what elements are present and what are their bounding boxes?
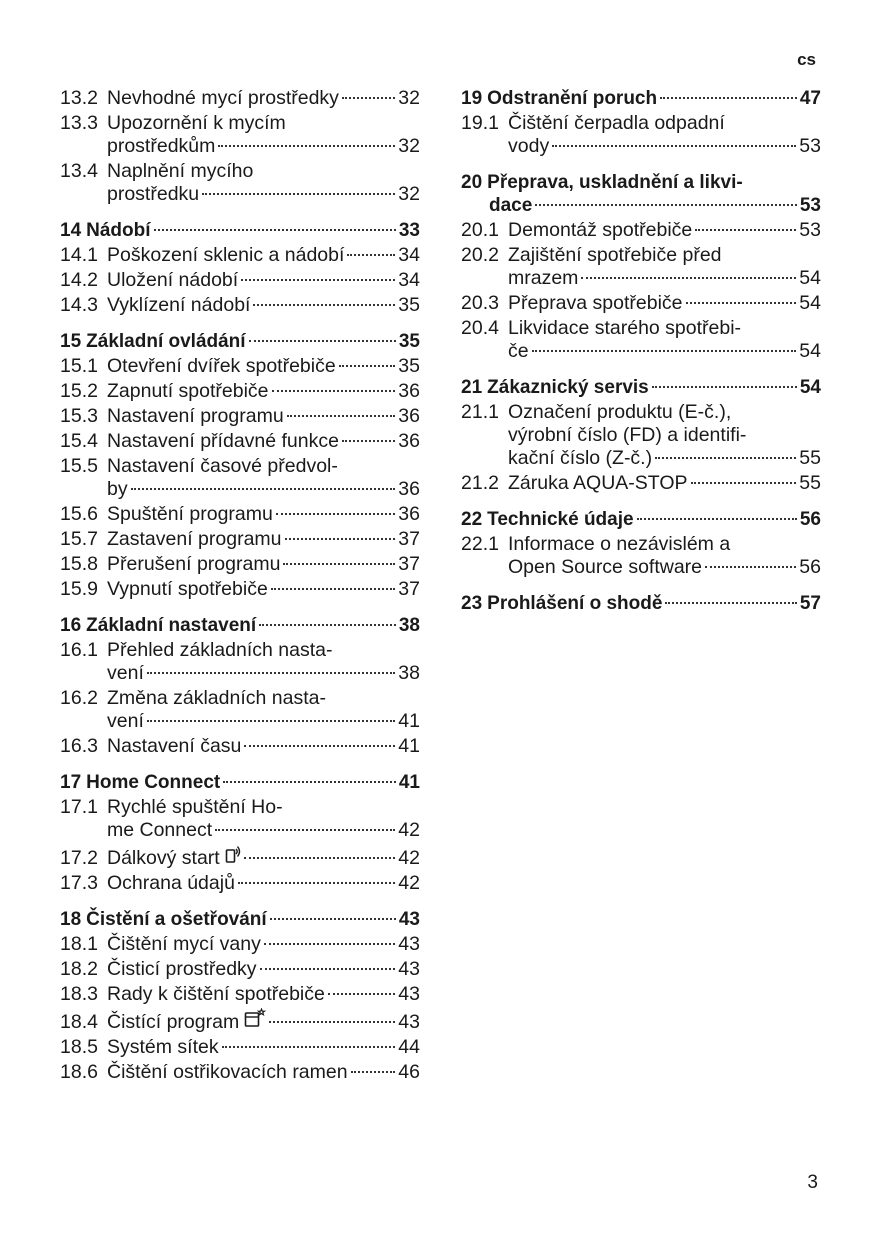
toc-entry-18-4[interactable]	[60, 1008, 420, 1034]
toc-section-20	[461, 171, 821, 363]
entry-title: Uložení nádobí	[107, 269, 239, 291]
chapter-title: Technické údaje	[487, 509, 634, 530]
dot-leader	[342, 440, 395, 442]
entry-page: 37	[398, 528, 420, 550]
toc-chapter-23[interactable]	[461, 592, 821, 615]
chapter-page: 35	[398, 331, 420, 352]
toc-section-15	[60, 330, 420, 601]
dot-leader	[652, 386, 797, 388]
entry-title-continued: vody	[508, 135, 550, 157]
entry-number: 21.1	[461, 401, 499, 423]
entry-number: 15.3	[60, 405, 98, 427]
entry-page: 46	[398, 1061, 420, 1083]
chapter-title: Nádobí	[86, 220, 151, 241]
entry-page: 54	[799, 340, 821, 362]
entry-title-continued: výrobní číslo (FD) a identifi-	[508, 424, 747, 446]
entry-title-continued: me Connect	[107, 819, 213, 841]
dot-leader	[259, 624, 396, 626]
entry-number: 15.4	[60, 430, 98, 452]
toc-section-14	[60, 219, 420, 317]
entry-page: 32	[398, 135, 420, 157]
entry-title: Upozornění k mycím	[107, 112, 286, 134]
dot-leader	[535, 204, 797, 206]
entry-title: Nastavení programu	[107, 405, 284, 427]
entry-page: 43	[398, 983, 420, 1005]
toc-entry-15-7[interactable]	[60, 528, 420, 551]
entry-page: 36	[398, 478, 420, 500]
toc-entry-18-2[interactable]	[60, 958, 420, 981]
toc-entry-15-5[interactable]	[60, 455, 420, 501]
toc-chapter-18[interactable]	[60, 908, 420, 931]
entry-title: Nastavení času	[107, 735, 242, 757]
entry-title-continued: by	[107, 478, 128, 500]
entry-number: 17.3	[60, 872, 98, 894]
chapter-number: 23	[461, 593, 483, 614]
chapter-page: 53	[799, 195, 821, 216]
dot-leader	[347, 254, 395, 256]
entry-page: 55	[799, 472, 821, 494]
entry-number: 18.5	[60, 1036, 98, 1058]
toc-section-13	[60, 87, 420, 206]
entry-title: Poškození sklenic a nádobí	[107, 244, 345, 266]
toc-chapter-20[interactable]	[461, 171, 821, 217]
entry-page: 32	[398, 87, 420, 109]
chapter-title: Přeprava, uskladnění a likvi-	[487, 172, 743, 193]
toc-entry-16-3[interactable]	[60, 735, 420, 758]
entry-title-continued: če	[508, 340, 529, 362]
entry-number: 18.6	[60, 1061, 98, 1083]
entry-number: 13.2	[60, 87, 98, 109]
entry-title: Nevhodné mycí prostředky	[107, 87, 339, 109]
entry-number: 20.2	[461, 244, 499, 266]
entry-number: 15.1	[60, 355, 98, 377]
dot-leader	[249, 340, 396, 342]
chapter-number: 16	[60, 615, 82, 636]
dot-leader	[202, 193, 395, 195]
toc-entry-18-1[interactable]	[60, 933, 420, 956]
entry-page: 41	[398, 735, 420, 757]
toc-chapter-19[interactable]	[461, 87, 821, 110]
chapter-page: 41	[398, 772, 420, 793]
entry-title: Zajištění spotřebiče před	[508, 244, 722, 266]
entry-title-continued: prostředku	[107, 183, 200, 205]
entry-page: 42	[398, 819, 420, 841]
entry-title: Otevření dvířek spotřebiče	[107, 355, 336, 377]
chapter-title: Odstranění poruch	[487, 88, 658, 109]
toc-entry-19-1[interactable]	[461, 112, 821, 158]
entry-title: Nastavení časové předvol-	[107, 455, 338, 477]
toc-section-16	[60, 614, 420, 758]
entry-page: 53	[799, 219, 821, 241]
entry-title: Čisticí prostředky	[107, 958, 257, 980]
toc-chapter-17[interactable]	[60, 771, 420, 794]
toc-section-23	[461, 592, 821, 615]
chapter-number: 18	[60, 909, 82, 930]
dot-leader	[147, 720, 395, 722]
entry-title: Informace o nezávislém a	[508, 533, 731, 555]
chapter-title: Základní nastavení	[86, 615, 257, 636]
dot-leader	[264, 943, 395, 945]
dot-leader	[276, 513, 395, 515]
entry-number: 18.2	[60, 958, 98, 980]
entry-title: Čištění mycí vany	[107, 933, 261, 955]
entry-title: Dálkový start	[107, 847, 220, 869]
entry-number: 20.1	[461, 219, 499, 241]
chapter-number: 17	[60, 772, 82, 793]
entry-number: 15.6	[60, 503, 98, 525]
entry-title: Čistící program	[107, 1011, 240, 1033]
entry-number: 22.1	[461, 533, 499, 555]
chapter-title: Základní ovládání	[86, 331, 246, 352]
toc-section-21	[461, 376, 821, 495]
toc-entry-15-8[interactable]	[60, 553, 420, 576]
dot-leader	[244, 745, 395, 747]
dot-leader	[637, 518, 797, 520]
dot-leader	[695, 229, 796, 231]
remote-start-icon	[225, 844, 241, 870]
toc-entry-17-2[interactable]	[60, 844, 420, 870]
entry-page: 42	[398, 872, 420, 894]
dot-leader	[705, 566, 796, 568]
chapter-title: Čistění a ošetřování	[86, 909, 267, 930]
entry-title: Ochrana údajů	[107, 872, 235, 894]
entry-page: 34	[398, 244, 420, 266]
dot-leader	[581, 277, 796, 279]
toc-entry-14-1[interactable]	[60, 244, 420, 267]
entry-page: 38	[398, 662, 420, 684]
toc-entry-17-3[interactable]	[60, 872, 420, 895]
entry-title: Rady k čištění spotřebiče	[107, 983, 325, 1005]
chapter-title: Home Connect	[86, 772, 221, 793]
entry-title: Rychlé spuštění Ho-	[107, 796, 283, 818]
entry-title: Systém sítek	[107, 1036, 219, 1058]
entry-number: 15.9	[60, 578, 98, 600]
entry-number: 18.3	[60, 983, 98, 1005]
toc-entry-22-1[interactable]	[461, 533, 821, 579]
toc-section-17	[60, 771, 420, 895]
dot-leader	[269, 1021, 395, 1023]
toc-entry-20-3[interactable]	[461, 292, 821, 315]
dot-leader	[241, 279, 395, 281]
toc-entry-13-4[interactable]	[60, 160, 420, 206]
dot-leader	[691, 482, 797, 484]
entry-number: 14.3	[60, 294, 98, 316]
dot-leader	[339, 365, 396, 367]
entry-page: 35	[398, 294, 420, 316]
toc-section-22	[461, 508, 821, 579]
chapter-number: 19	[461, 88, 483, 109]
toc-entry-17-1[interactable]	[60, 796, 420, 842]
dot-leader	[223, 781, 396, 783]
dot-leader	[218, 145, 395, 147]
entry-page: 36	[398, 380, 420, 402]
entry-number: 15.2	[60, 380, 98, 402]
dot-leader	[660, 97, 797, 99]
dot-leader	[222, 1046, 396, 1048]
dot-leader	[215, 829, 395, 831]
entry-title-continued: Open Source software	[508, 556, 703, 578]
entry-number: 15.5	[60, 455, 98, 477]
chapter-page: 56	[799, 509, 821, 530]
toc-entry-15-2[interactable]	[60, 380, 420, 403]
dot-leader	[655, 457, 796, 459]
entry-number: 20.4	[461, 317, 499, 339]
toc-entry-21-2[interactable]	[461, 472, 821, 495]
entry-number: 21.2	[461, 472, 499, 494]
dot-leader	[238, 882, 395, 884]
entry-page: 54	[799, 292, 821, 314]
dot-leader	[244, 857, 396, 859]
entry-page: 42	[398, 847, 420, 869]
entry-title-continued: prostředkům	[107, 135, 216, 157]
entry-number: 18.1	[60, 933, 98, 955]
chapter-number: 14	[60, 220, 82, 241]
entry-number: 14.1	[60, 244, 98, 266]
toc-section-18	[60, 908, 420, 1084]
entry-number: 17.2	[60, 847, 98, 869]
chapter-page: 43	[398, 909, 420, 930]
entry-title: Nastavení přídavné funkce	[107, 430, 339, 452]
entry-number: 16.3	[60, 735, 98, 757]
chapter-number: 15	[60, 331, 82, 352]
entry-number: 20.3	[461, 292, 499, 314]
toc-left-column	[60, 87, 420, 1097]
toc-entry-15-3[interactable]	[60, 405, 420, 428]
entry-number: 13.3	[60, 112, 98, 134]
toc-entry-18-6[interactable]	[60, 1061, 420, 1084]
entry-title: Zastavení programu	[107, 528, 282, 550]
toc-entry-16-1[interactable]	[60, 639, 420, 685]
toc-entry-20-4[interactable]	[461, 317, 821, 363]
dot-leader	[328, 993, 395, 995]
chapter-page: 33	[398, 220, 420, 241]
toc-entry-15-9[interactable]	[60, 578, 420, 601]
dot-leader	[147, 672, 395, 674]
dot-leader	[532, 350, 797, 352]
entry-page: 44	[398, 1036, 420, 1058]
dot-leader	[260, 968, 396, 970]
entry-title: Přerušení programu	[107, 553, 281, 575]
dot-leader	[552, 145, 796, 147]
entry-title: Čištění ostřikovacích ramen	[107, 1061, 348, 1083]
toc-entry-15-4[interactable]	[60, 430, 420, 453]
dot-leader	[270, 918, 396, 920]
entry-page: 37	[398, 553, 420, 575]
entry-title: Přeprava spotřebiče	[508, 292, 683, 314]
entry-number: 17.1	[60, 796, 98, 818]
dot-leader	[272, 390, 396, 392]
entry-title: Likvidace starého spotřebi-	[508, 317, 742, 339]
entry-page: 43	[398, 1011, 420, 1033]
entry-title: Záruka AQUA-STOP	[508, 472, 688, 494]
entry-page: 36	[398, 503, 420, 525]
chapter-number: 22	[461, 509, 483, 530]
chapter-page: 38	[398, 615, 420, 636]
toc-chapter-22[interactable]	[461, 508, 821, 531]
chapter-page: 57	[799, 593, 821, 614]
toc-entry-20-2[interactable]	[461, 244, 821, 290]
toc-entry-15-6[interactable]	[60, 503, 420, 526]
toc-entry-15-1[interactable]	[60, 355, 420, 378]
entry-title-continued: vení	[107, 662, 144, 684]
entry-page: 53	[799, 135, 821, 157]
toc-right-column	[461, 87, 821, 628]
entry-page: 36	[398, 405, 420, 427]
entry-page: 43	[398, 958, 420, 980]
entry-page: 36	[398, 430, 420, 452]
entry-title-continued: vení	[107, 710, 144, 732]
dot-leader	[665, 602, 796, 604]
entry-page: 56	[799, 556, 821, 578]
toc-entry-20-1[interactable]	[461, 219, 821, 242]
entry-title: Naplnění mycího	[107, 160, 254, 182]
entry-title: Přehled základních nasta-	[107, 639, 333, 661]
entry-page: 41	[398, 710, 420, 732]
toc-entry-18-3[interactable]	[60, 983, 420, 1006]
dot-leader	[686, 302, 797, 304]
entry-title: Demontáž spotřebiče	[508, 219, 693, 241]
entry-number: 13.4	[60, 160, 98, 182]
entry-title-continued: kační číslo (Z-č.)	[508, 447, 653, 469]
entry-title: Spuštění programu	[107, 503, 273, 525]
toc-entry-13-3[interactable]	[60, 112, 420, 158]
dot-leader	[154, 229, 396, 231]
toc-chapter-14[interactable]	[60, 219, 420, 242]
entry-page: 35	[398, 355, 420, 377]
dot-leader	[271, 588, 396, 590]
chapter-page: 54	[799, 377, 821, 398]
chapter-title-continued: dace	[489, 195, 533, 216]
entry-page: 43	[398, 933, 420, 955]
dot-leader	[253, 304, 395, 306]
chapter-number: 21	[461, 377, 483, 398]
entry-title: Změna základních nasta-	[107, 687, 326, 709]
entry-title: Čištění čerpadla odpadní	[508, 112, 725, 134]
toc-entry-16-2[interactable]	[60, 687, 420, 733]
toc-entry-14-2[interactable]	[60, 269, 420, 292]
toc-section-19	[461, 87, 821, 158]
entry-page: 32	[398, 183, 420, 205]
entry-title: Vypnutí spotřebiče	[107, 578, 268, 600]
entry-page: 34	[398, 269, 420, 291]
chapter-title: Prohlášení o shodě	[487, 593, 663, 614]
entry-title-continued: mrazem	[508, 267, 579, 289]
dot-leader	[285, 538, 396, 540]
entry-number: 19.1	[461, 112, 499, 134]
entry-page: 54	[799, 267, 821, 289]
dot-leader	[287, 415, 396, 417]
dot-leader	[342, 97, 395, 99]
toc-entry-18-5[interactable]	[60, 1036, 420, 1059]
entry-page: 37	[398, 578, 420, 600]
entry-title: Zapnutí spotřebiče	[107, 380, 269, 402]
entry-number: 15.8	[60, 553, 98, 575]
toc-entry-14-3[interactable]	[60, 294, 420, 317]
dot-leader	[283, 563, 395, 565]
entry-number: 15.7	[60, 528, 98, 550]
entry-number: 16.2	[60, 687, 98, 709]
entry-number: 14.2	[60, 269, 98, 291]
chapter-title: Zákaznický servis	[487, 377, 649, 398]
language-code: cs	[797, 50, 816, 69]
entry-title: Vyklízení nádobí	[107, 294, 251, 316]
toc-entry-13-2[interactable]	[60, 87, 420, 110]
entry-number: 16.1	[60, 639, 98, 661]
page-number: 3	[807, 1172, 818, 1193]
dot-leader	[351, 1071, 396, 1073]
entry-page: 55	[799, 447, 821, 469]
toc-entry-21-1[interactable]	[461, 401, 821, 470]
entry-title: Označení produktu (E-č.),	[508, 401, 732, 423]
toc-chapter-21[interactable]	[461, 376, 821, 399]
toc-chapter-16[interactable]	[60, 614, 420, 637]
entry-number: 18.4	[60, 1011, 98, 1033]
chapter-number: 20	[461, 172, 483, 193]
chapter-page: 47	[799, 88, 821, 109]
dot-leader	[131, 488, 396, 490]
machine-care-icon	[244, 1008, 266, 1034]
toc-chapter-15[interactable]	[60, 330, 420, 353]
